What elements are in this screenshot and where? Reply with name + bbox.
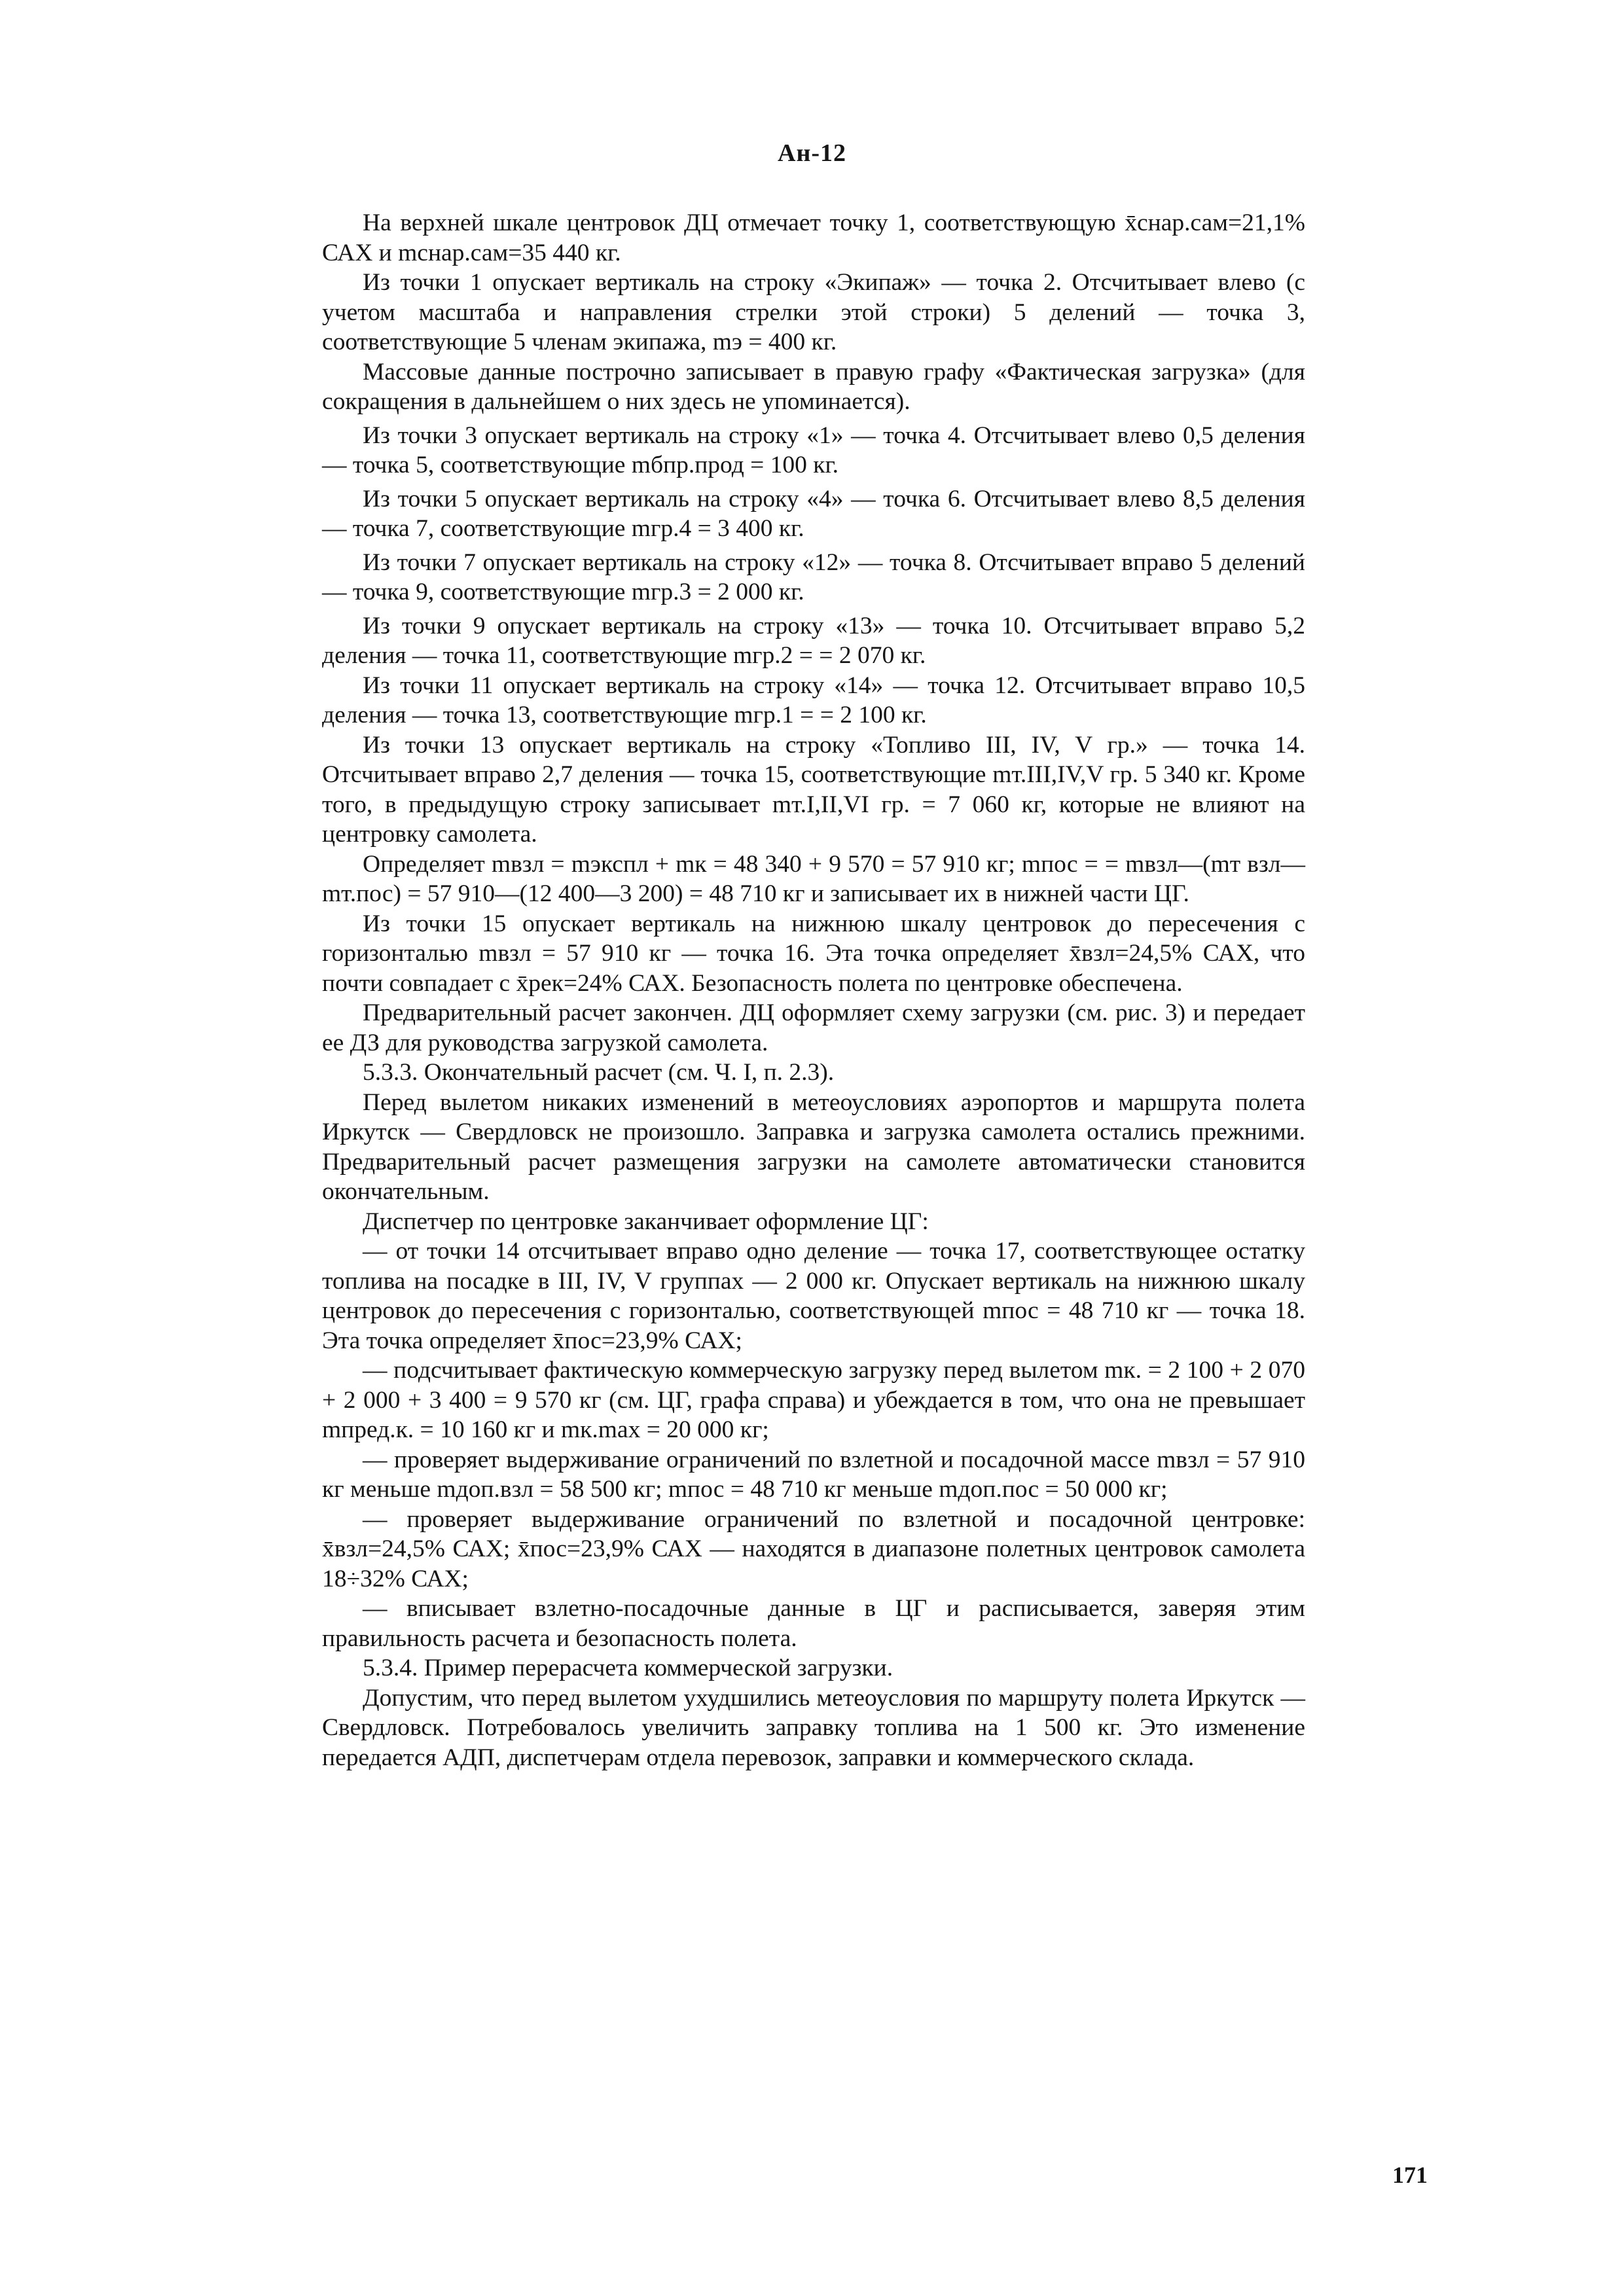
list-item: — вписывает взлетно-посадочные данные в ЦГ и расписывается, заверяя этим правильность расчета и безопасность полета. — [322, 1595, 1305, 1652]
body-text — [322, 208, 1305, 1772]
paragraph: Из точки 3 опускает вертикаль на строку «1» — точка 4. Отсчитывает влево 0,5 деления — точка 5, соответствующие mбпр.прод = 100 кг. — [322, 422, 1305, 478]
list-item: — проверяет выдерживание ограничений по взлетной и посадочной центровке: x̄взл=24,5% САХ; x̄пос=23,9% САХ — находятся в диапазоне полетных центровок самолета 18÷32% САХ; — [322, 1505, 1305, 1592]
list-item: — подсчитывает фактическую коммерческую загрузку перед вылетом mк. = 2 100 + 2 070 + 2 000 + 3 400 = 9 570 кг (см. ЦГ, графа справа) и убеждается в том, что она не превышает mпред.к. = 10 160 кг и mк.max = 20 000 кг; — [322, 1357, 1305, 1443]
paragraph: Из точки 11 опускает вертикаль на строку «14» — точка 12. Отсчитывает вправо 10,5 деления — точка 13, соответствующие mгр.1 = = 2 100 кг. — [322, 672, 1305, 728]
paragraph: Из точки 9 опускает вертикаль на строку «13» — точка 10. Отсчитывает вправо 5,2 деления — точка 11, соответствующие mгр.2 = = 2 070 кг. — [322, 612, 1305, 669]
paragraph: Из точки 1 опускает вертикаль на строку «Экипаж» — точка 2. Отсчитывает влево (с учетом масштаба и направления стрелки этой строки) 5 делений — точка 3, соответствующие 5 членам экипажа, mэ = 400 кг. — [322, 269, 1305, 355]
paragraph: На верхней шкале центровок ДЦ отмечает точку 1, соответствующую x̄снар.сам=21,1% САХ и mснар.сам=35 440 кг. — [322, 209, 1305, 266]
page-header: Ан-12 — [778, 139, 846, 167]
paragraph: Из точки 5 опускает вертикаль на строку «4» — точка 6. Отсчитывает влево 8,5 деления — точка 7, соответствующие mгр.4 = 3 400 кг. — [322, 485, 1305, 542]
paragraph: Определяет mвзл = mэкспл + mк = 48 340 + 9 570 = 57 910 кг; mпос = = mвзл—(mт взл—mт.пос) = 57 910—(12 400—3 200) = 48 710 кг и записывает их в нижней части ЦГ. — [322, 850, 1305, 907]
paragraph: Диспетчер по центровке заканчивает оформление ЦГ: — [363, 1208, 929, 1235]
paragraph: Из точки 7 опускает вертикаль на строку «12» — точка 8. Отсчитывает вправо 5 делений — точка 9, соответствующие mгр.3 = 2 000 кг. — [322, 548, 1305, 605]
paragraph: Массовые данные построчно записывает в правую графу «Фактическая загрузка» (для сокращения в дальнейшем о них здесь не упоминается). — [322, 358, 1305, 415]
list-item: — от точки 14 отсчитывает вправо одно деление — точка 17, соответствующее остатку топлива на посадке в III, IV, V группах — 2 000 кг. Опускает вертикаль на нижнюю шкалу центровок до пересечения с горизонталью, соответствующей mпос = 48 710 кг — точка 18. Эта точка определяет x̄пос=23,9% САХ; — [322, 1238, 1305, 1354]
section-heading: 5.3.4. Пример перерасчета коммерческой загрузки. — [363, 1655, 893, 1681]
list-item: — проверяет выдерживание ограничений по взлетной и посадочной массе mвзл = 57 910 кг меньше mдоп.взл = 58 500 кг; mпос = 48 710 кг меньше mдоп.пос = 50 000 кг; — [322, 1446, 1305, 1503]
paragraph: Предварительный расчет закончен. ДЦ оформляет схему загрузки (см. рис. 3) и передает ее ДЗ для руководства загрузкой самолета. — [322, 999, 1305, 1056]
page-number: 171 — [1392, 2162, 1428, 2188]
paragraph: Перед вылетом никаких изменений в метеоусловиях аэропортов и маршрута полета Иркутск — Свердловск не произошло. Заправка и загрузка самолета остались прежними. Предварительный расчет размещения загрузки на самолете автоматически становится окончательным. — [322, 1088, 1305, 1205]
paragraph: Из точки 13 опускает вертикаль на строку «Топливо III, IV, V гр.» — точка 14. Отсчитывает вправо 2,7 деления — точка 15, соответствующие mт.III,IV,V гр. 5 340 кг. Кроме того, в предыдущую строку записывает mт.I,II,VI гр. = 7 060 кг, которые не влияют на центровку самолета. — [322, 731, 1305, 848]
paragraph: Из точки 15 опускает вертикаль на нижнюю шкалу центровок до пересечения с горизонталью mвзл = 57 910 кг — точка 16. Эта точка определяет x̄взл=24,5% САХ, что почти совпадает с x̄рек=24% САХ. Безопасность полета по центровке обеспечена. — [322, 910, 1305, 997]
paragraph: Допустим, что перед вылетом ухудшились метеоусловия по маршруту полета Иркутск — Свердловск. Потребовалось увеличить заправку топлива на 1 500 кг. Это изменение передается АДП, диспетчерам отдела перевозок, заправки и коммерческого склада. — [322, 1684, 1305, 1771]
section-heading: 5.3.3. Окончательный расчет (см. Ч. I, п. 2.3). — [363, 1059, 835, 1086]
